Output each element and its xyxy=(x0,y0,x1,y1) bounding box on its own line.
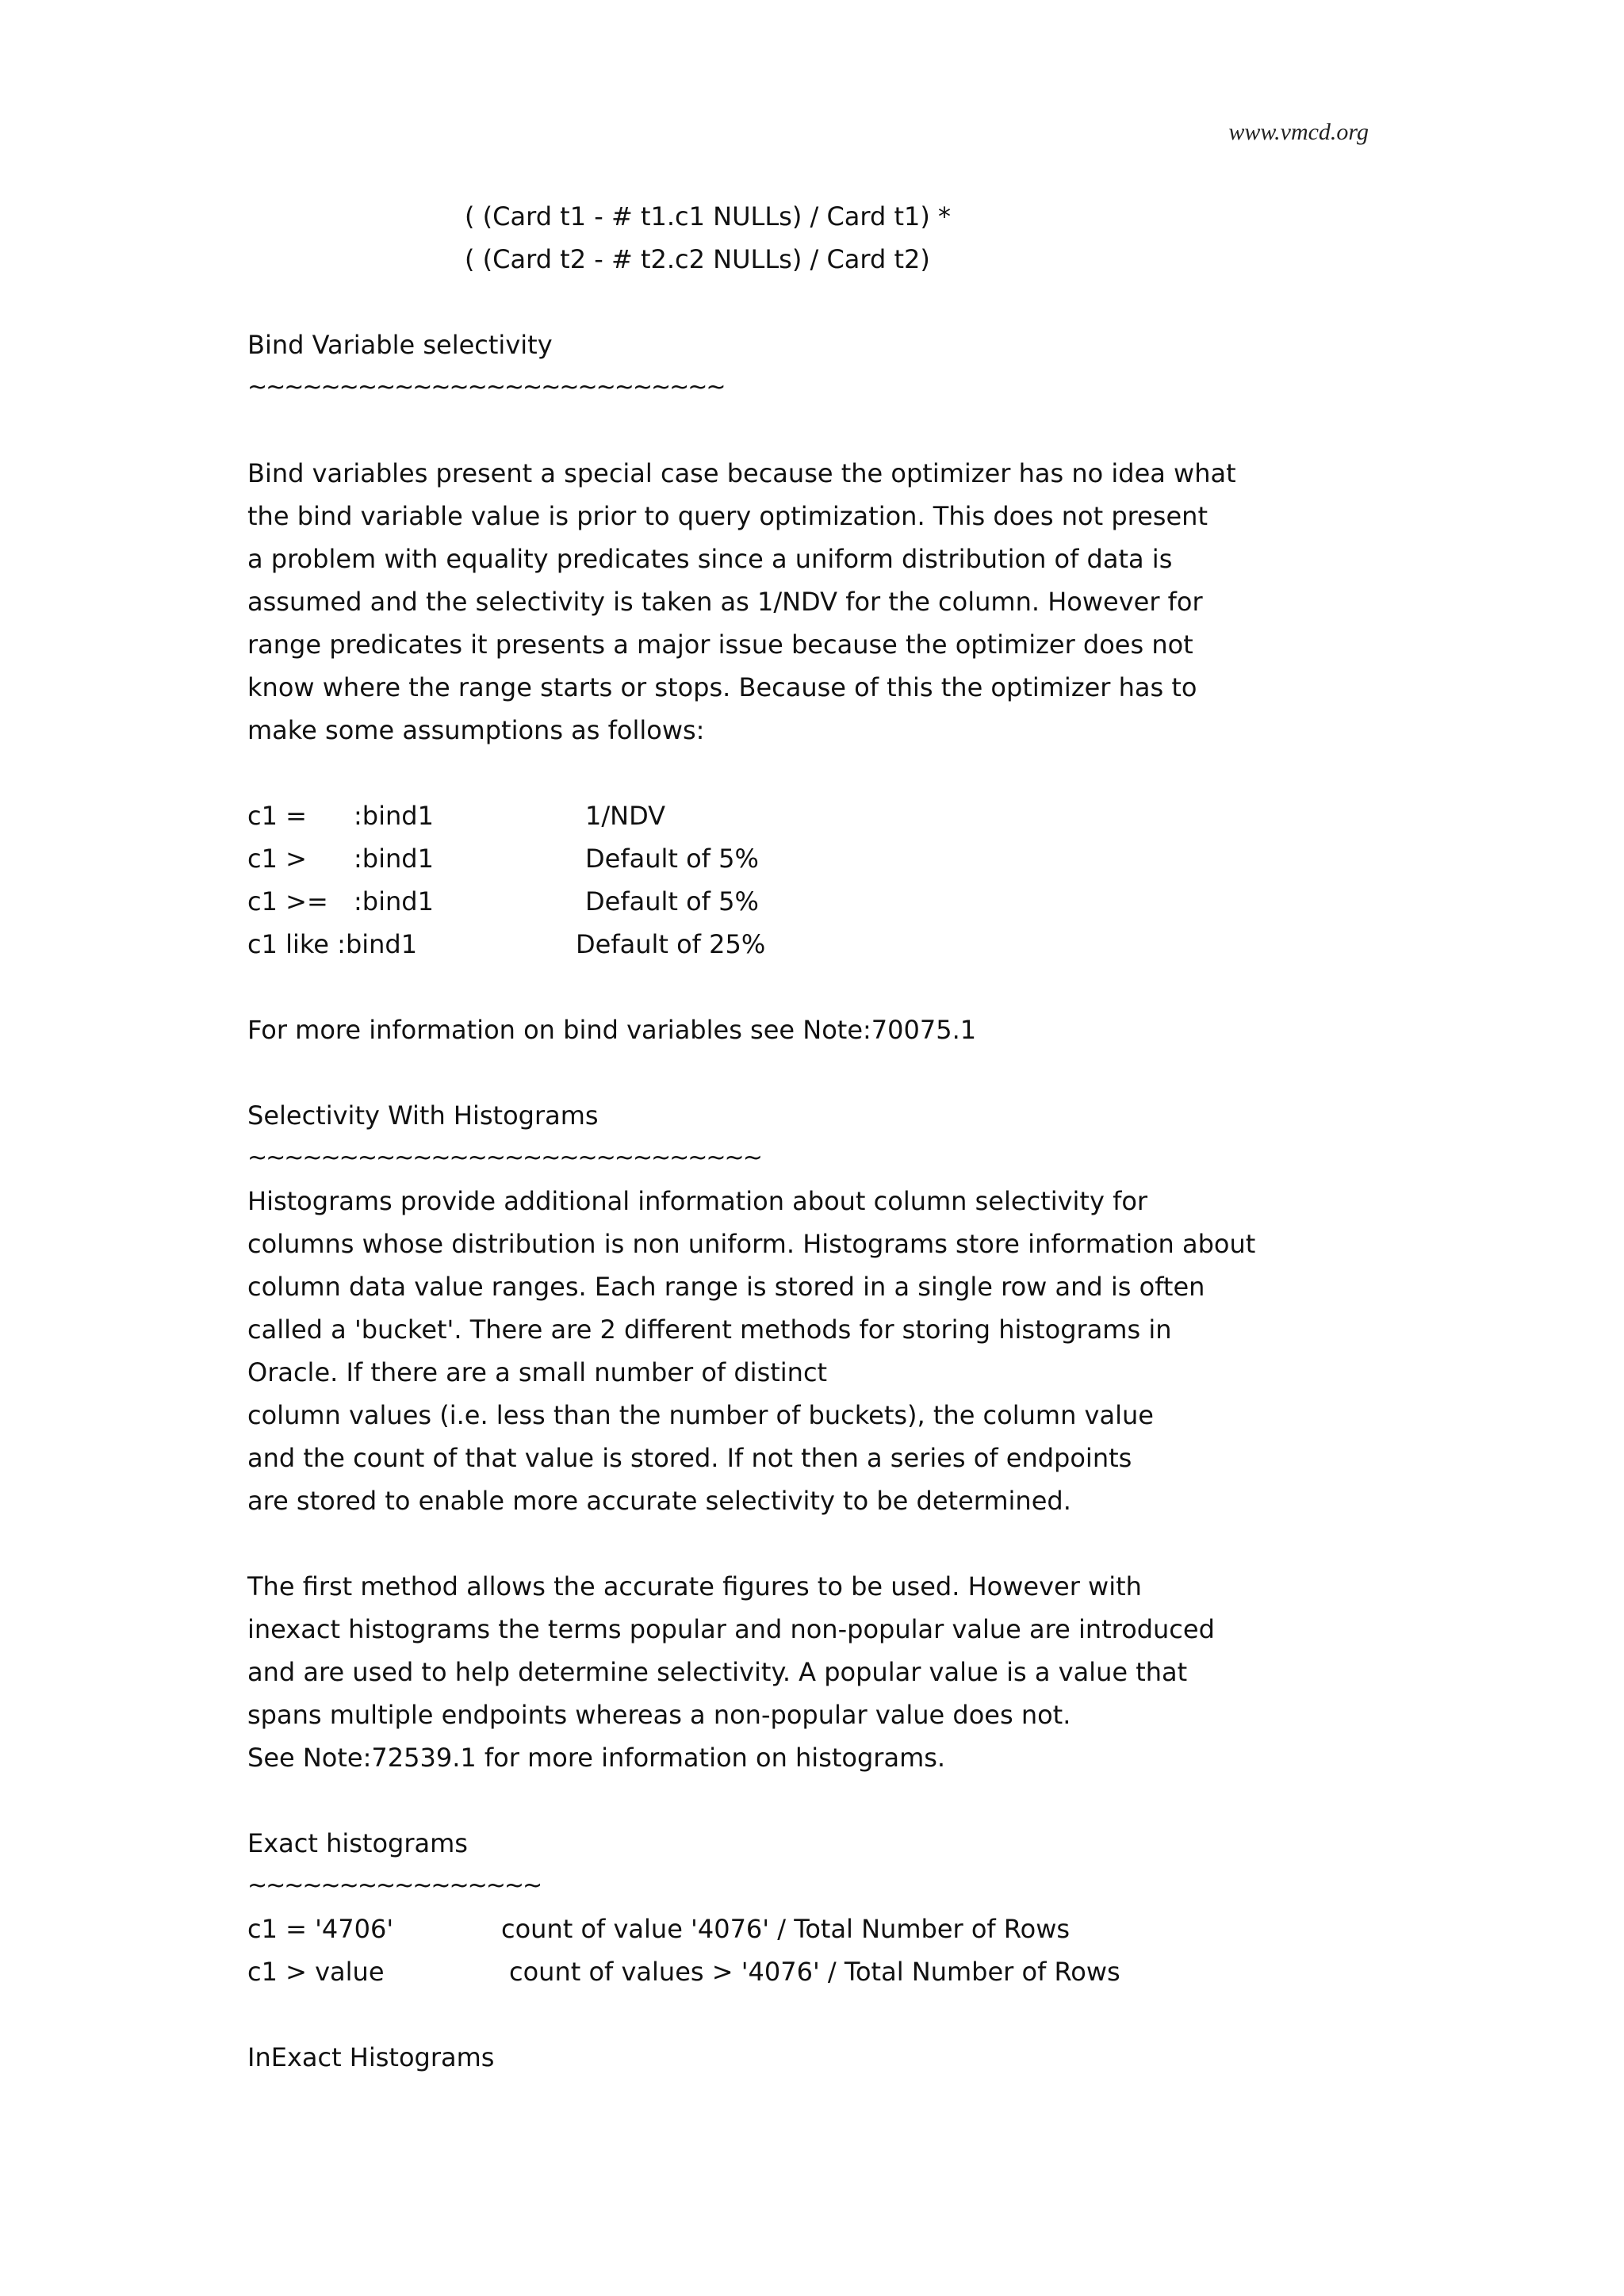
rule-description: count of values > '4076' / Total Number of Rows xyxy=(509,1957,1120,1987)
exact-rule-row xyxy=(247,1950,1278,1993)
rule-value: Default of 25% xyxy=(576,929,766,959)
section-heading: Selectivity With Histograms xyxy=(247,1100,599,1131)
heading-underline: ~~~~~~~~~~~~~~~~~~~~~~~~~~~~ xyxy=(247,1144,761,1172)
exact-rule-row xyxy=(247,1908,1278,1950)
paragraph-line: Oracle. If there are a small number of distinct xyxy=(247,1357,828,1387)
rule-expression: c1 > value xyxy=(247,1957,385,1987)
paragraph-line: are stored to enable more accurate selectivity to be determined. xyxy=(247,1486,1071,1516)
paragraph-line: know where the range starts or stops. Because of this the optimizer has to xyxy=(247,672,1197,702)
paragraph-line: Histograms provide additional information about column selectivity for xyxy=(247,1186,1148,1216)
bind-rule-row xyxy=(247,880,1278,923)
rule-variable: :bind1 xyxy=(354,886,434,916)
bind-rule-row xyxy=(247,837,1278,880)
paragraph-line: column values (i.e. less than the number of buckets), the column value xyxy=(247,1400,1154,1430)
section-heading: InExact Histograms xyxy=(247,2042,495,2072)
section-heading: Exact histograms xyxy=(247,1828,468,1858)
heading-underline: ~~~~~~~~~~~~~~~~~~~~~~~~~~ xyxy=(247,373,725,401)
formula-line: ( (Card t2 - # t2.c2 NULLs) / Card t2) xyxy=(465,244,930,274)
section-heading: Bind Variable selectivity xyxy=(247,330,553,360)
paragraph-line: and the count of that value is stored. If not then a series of endpoints xyxy=(247,1443,1132,1473)
bind-rule-row xyxy=(247,923,1278,966)
paragraph-line: Bind variables present a special case because the optimizer has no idea what xyxy=(247,458,1236,488)
rule-value: Default of 5% xyxy=(585,886,759,916)
paragraph-line: and are used to help determine selectivity. A popular value is a value that xyxy=(247,1657,1188,1687)
paragraph-line: a problem with equality predicates since a uniform distribution of data is xyxy=(247,544,1173,574)
document-body xyxy=(247,195,1278,2079)
rule-value: Default of 5% xyxy=(585,844,759,874)
rule-operator: c1 >= xyxy=(247,886,328,916)
paragraph-line: called a 'bucket'. There are 2 different methods for storing histograms in xyxy=(247,1314,1172,1345)
paragraph-line: inexact histograms the terms popular and non-popular value are introduced xyxy=(247,1614,1215,1644)
paragraph-line: make some assumptions as follows: xyxy=(247,715,705,745)
rule-description: count of value '4076' / Total Number of Rows xyxy=(501,1914,1071,1944)
site-watermark: www.vmcd.org xyxy=(1228,119,1369,145)
rule-expression: c1 = '4706' xyxy=(247,1914,394,1944)
rule-value: 1/NDV xyxy=(585,801,666,831)
paragraph-line: columns whose distribution is non uniform. Histograms store information about xyxy=(247,1229,1256,1259)
heading-underline: ~~~~~~~~~~~~~~~~ xyxy=(247,1872,542,1900)
formula-line: ( (Card t1 - # t1.c1 NULLs) / Card t1) * xyxy=(465,201,952,232)
paragraph-line: spans multiple endpoints whereas a non-popular value does not. xyxy=(247,1700,1071,1730)
rule-operator: c1 = xyxy=(247,801,307,831)
bind-rule-row xyxy=(247,794,1278,837)
paragraph-line: range predicates it presents a major issue because the optimizer does not xyxy=(247,629,1193,660)
rule-variable: :bind1 xyxy=(354,801,434,831)
paragraph-line: the bind variable value is prior to query optimization. This does not present xyxy=(247,501,1208,531)
paragraph-line: column data value ranges. Each range is stored in a single row and is often xyxy=(247,1272,1205,1302)
rule-variable: :bind1 xyxy=(354,844,434,874)
rule-operator: c1 > xyxy=(247,844,307,874)
rule-operator: c1 like :bind1 xyxy=(247,929,418,959)
more-info-note: For more information on bind variables see Note:70075.1 xyxy=(247,1015,977,1045)
paragraph-line: The first method allows the accurate figures to be used. However with xyxy=(247,1571,1142,1601)
paragraph-line: See Note:72539.1 for more information on histograms. xyxy=(247,1743,946,1773)
paragraph-line: assumed and the selectivity is taken as 1/NDV for the column. However for xyxy=(247,587,1203,617)
